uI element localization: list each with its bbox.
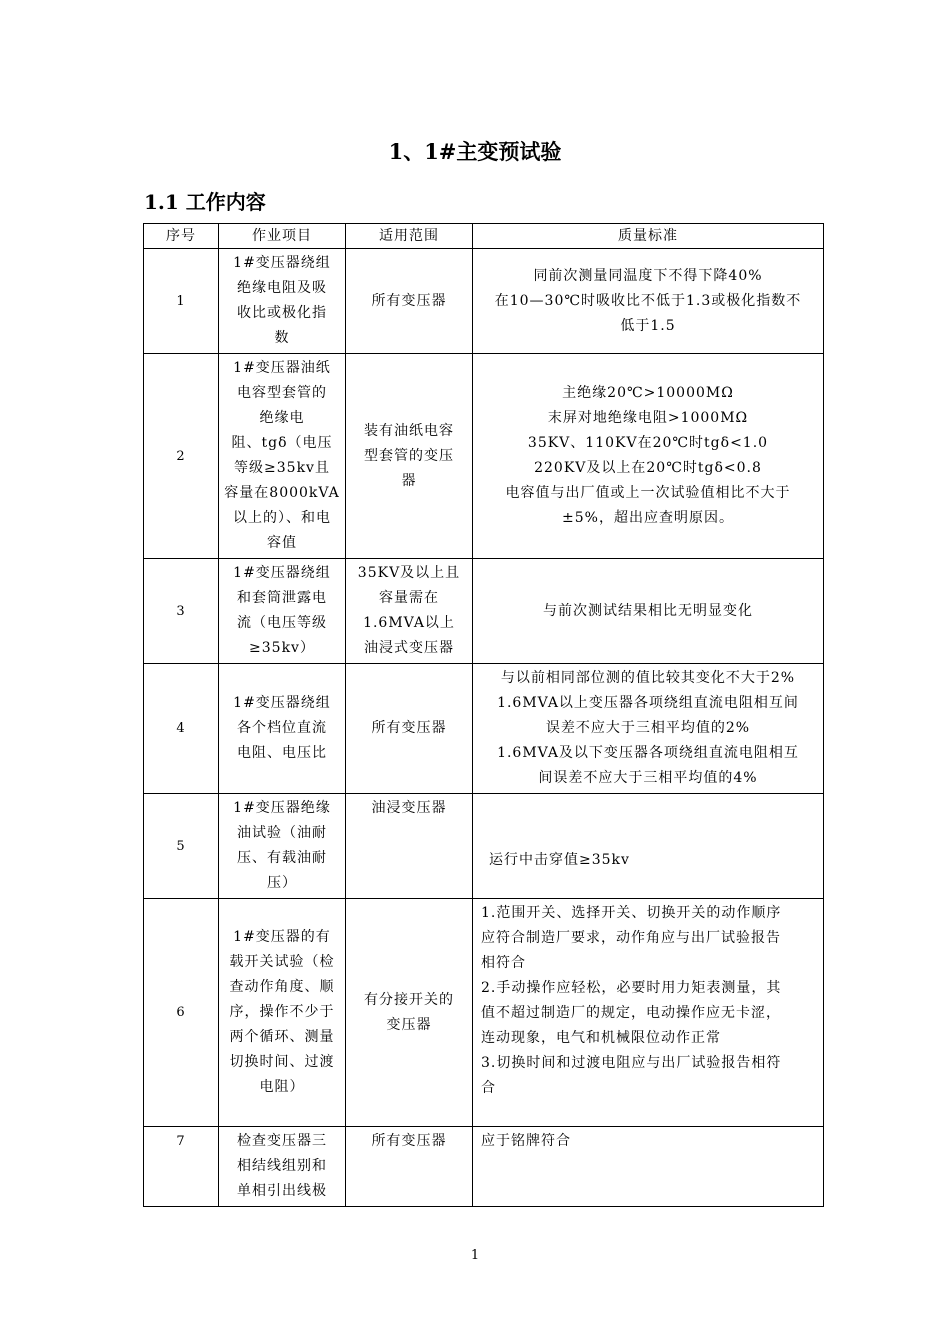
table-row (144, 249, 824, 354)
work-item: 1#变压器绕组 和套筒泄露电 流（电压等级 ≥35kv） (219, 559, 346, 664)
row-number: 7 (144, 1127, 219, 1207)
work-item: 1#变压器油纸 电容型套管的 绝缘电 阻、tgδ（电压 等级≥35kv且 容量在8000kVA 以上的）、和电 容值 (219, 354, 346, 559)
work-item: 检查变压器三 相结线组别和 单相引出线极 (219, 1127, 346, 1207)
quality-standard: 与以前相同部位测的值比较其变化不大于2% 1.6MVA以上变压器各项绕组直流电阻相互间 误差不应大于三相平均值的2% 1.6MVA及以下变压器各项绕组直流电阻相互 间误差不应大于三相平均值的4% (473, 664, 824, 794)
quality-standard: 同前次测量同温度下不得下降40% 在10—30℃时吸收比不低于1.3或极化指数不 低于1.5 (473, 249, 824, 354)
row-number: 1 (144, 249, 219, 354)
work-item: 1#变压器绕组 各个档位直流 电阻、电压比 (219, 664, 346, 794)
row-number: 3 (144, 559, 219, 664)
page-number: 1 (470, 1248, 480, 1263)
table-row (144, 354, 824, 559)
row-number: 6 (144, 899, 219, 1127)
table-row (144, 664, 824, 794)
table-row (144, 559, 824, 664)
scope: 所有变压器 (346, 664, 473, 794)
scope: 有分接开关的 变压器 (346, 899, 473, 1127)
header-no: 序号 (144, 224, 219, 249)
scope: 装有油纸电容 型套管的变压 器 (346, 354, 473, 559)
scope: 油浸变压器 (346, 794, 473, 899)
header-scope: 适用范围 (346, 224, 473, 249)
table-row (144, 794, 824, 899)
table-row (144, 899, 824, 1127)
scope: 所有变压器 (346, 249, 473, 354)
row-number: 5 (144, 794, 219, 899)
row-number: 2 (144, 354, 219, 559)
work-item: 1#变压器绕组 绝缘电阻及吸 收比或极化指 数 (219, 249, 346, 354)
quality-standard: 运行中击穿值≥35kv (473, 794, 824, 899)
quality-standard: 主绝缘20℃>10000MΩ 末屏对地绝缘电阻>1000MΩ 35KV、110KV在20℃时tgδ<1.0 220KV及以上在20℃时tgδ<0.8 电容值与出厂值或上一次试验值相比不大于 ±5%，超出应查明原因。 (473, 354, 824, 559)
table-row (144, 1127, 824, 1207)
quality-standard: 应于铭牌符合 (473, 1127, 824, 1207)
work-item: 1#变压器绝缘 油试验（油耐 压、有载油耐 压） (219, 794, 346, 899)
quality-standard: 与前次测试结果相比无明显变化 (473, 559, 824, 664)
section-heading: 1.1 工作内容 (144, 190, 266, 214)
scope: 35KV及以上且 容量需在 1.6MVA以上 油浸式变压器 (346, 559, 473, 664)
document-title: 1、1#主变预试验 (388, 139, 562, 164)
table-header-row (144, 224, 824, 249)
row-number: 4 (144, 664, 219, 794)
work-content-table (143, 223, 824, 1207)
header-standard: 质量标准 (473, 224, 824, 249)
work-item: 1#变压器的有 载开关试验（检 查动作角度、顺 序，操作不少于 两个循环、测量 切换时间、过渡 电阻） (219, 899, 346, 1127)
header-item: 作业项目 (219, 224, 346, 249)
scope: 所有变压器 (346, 1127, 473, 1207)
quality-standard: 1.范围开关、选择开关、切换开关的动作顺序 应符合制造厂要求，动作角应与出厂试验报告 相符合 2.手动操作应轻松，必要时用力矩表测量，其 值不超过制造厂的规定，电动操作应无卡涩， 连动现象，电气和机械限位动作正常 3.切换时间和过渡电阻应与出厂试验报告相符 合 (473, 899, 824, 1127)
